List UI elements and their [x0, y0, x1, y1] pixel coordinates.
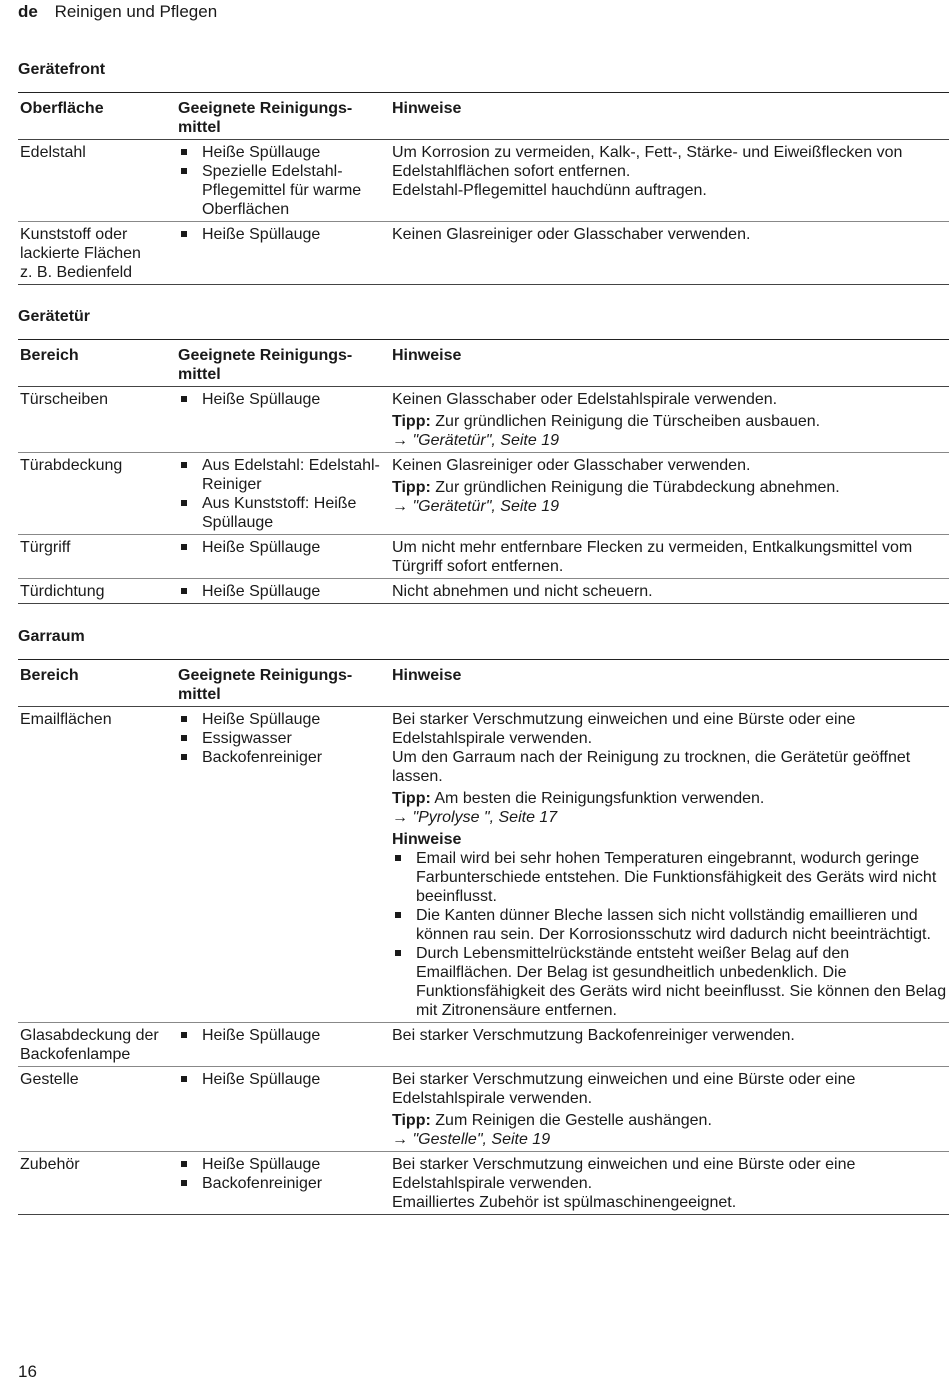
agents-list: [178, 538, 388, 557]
column-header: Hinweise: [390, 93, 949, 140]
chapter-title: Reinigen und Pflegen: [54, 2, 218, 21]
area-cell: Edelstahl: [18, 140, 176, 222]
list-item: Heiße Spüllauge: [178, 390, 388, 409]
table-row: [18, 222, 949, 285]
table-door: [18, 339, 949, 604]
column-header: Geeignete Reinigungs- mittel: [176, 340, 390, 387]
notes-cell: [390, 579, 949, 604]
agents-cell: [176, 1152, 390, 1215]
list-item: Heiße Spüllauge: [178, 1070, 388, 1089]
note-text: Um nicht mehr entfernbare Flecken zu vermeiden, Entkalkungsmittel vom Türgriff sofort entfernen.: [392, 539, 913, 575]
area-cell: Türgriff: [18, 535, 176, 579]
area-cell: Kunststoff oder lackierte Flächen z. B. Bedienfeld: [18, 222, 176, 285]
agents-cell: [176, 140, 390, 222]
note-text: Keinen Glasreiniger oder Glasschaber verwenden.: [392, 226, 751, 243]
area-cell: Türdichtung: [18, 579, 176, 604]
agents-list: [178, 582, 388, 601]
area-cell: Gestelle: [18, 1067, 176, 1152]
table-row: [18, 1067, 949, 1152]
tip: [392, 1111, 947, 1130]
note-text: Nicht abnehmen und nicht scheuern.: [392, 583, 653, 600]
agents-list: [178, 143, 388, 219]
notes-cell: [390, 140, 949, 222]
tip-label: Tipp:: [392, 790, 431, 807]
area-cell: Glasabdeckung der Backofenlampe: [18, 1023, 176, 1067]
notes-cell: [390, 387, 949, 453]
list-item: Heiße Spüllauge: [178, 538, 388, 557]
agents-list: [178, 456, 388, 532]
tip-text: Zur gründlichen Reinigung die Türabdeckung abnehmen.: [435, 479, 840, 496]
cross-reference: → "Gerätetür", Seite 19: [392, 432, 559, 449]
agents-list: [178, 390, 388, 409]
agents-cell: [176, 535, 390, 579]
column-header: Hinweise: [390, 660, 949, 707]
list-item: Heiße Spüllauge: [178, 582, 388, 601]
notes-cell: [390, 1023, 949, 1067]
table-row: [18, 579, 949, 604]
list-item: Heiße Spüllauge: [178, 1026, 388, 1045]
list-item: Aus Edelstahl: Edelstahl-Reiniger: [178, 456, 388, 494]
list-item: Heiße Spüllauge: [178, 710, 388, 729]
section-title-cavity: Garraum: [18, 628, 85, 645]
cross-reference: → "Gerätetür", Seite 19: [392, 498, 559, 515]
list-item: Backofenreiniger: [178, 1174, 388, 1193]
cross-reference: → "Pyrolyse ", Seite 17: [392, 809, 558, 826]
list-item: Spezielle Edelstahl-Pflegemittel für warme Oberflächen: [178, 162, 388, 219]
table-row: [18, 707, 949, 1023]
list-item: Heiße Spüllauge: [178, 1155, 388, 1174]
agents-cell: [176, 579, 390, 604]
notes-cell: [390, 1067, 949, 1152]
table-front: [18, 92, 949, 285]
tip: [392, 412, 947, 431]
agents-cell: [176, 387, 390, 453]
agents-list: [178, 1155, 388, 1193]
list-item: Email wird bei sehr hohen Temperaturen eingebrannt, wodurch geringe Farbunterschiede entstehen. Die Funktionsfähigkeit des Geräts wird nicht beeinflusst.: [392, 849, 947, 906]
column-header: Oberfläche: [18, 93, 176, 140]
agents-list: [178, 225, 388, 244]
column-header: Geeignete Reinigungs- mittel: [176, 660, 390, 707]
column-header: Bereich: [18, 340, 176, 387]
notes-cell: [390, 222, 949, 285]
table-row: [18, 535, 949, 579]
column-header: Geeignete Reinigungs- mittel: [176, 93, 390, 140]
list-item: Aus Kunststoff: Heiße Spüllauge: [178, 494, 388, 532]
notes-cell: [390, 535, 949, 579]
language-code: de: [18, 2, 38, 21]
note-text: Bei starker Verschmutzung einweichen und eine Bürste oder eine Edelstahlspirale verwenden.: [392, 711, 856, 747]
page-header: [18, 2, 217, 22]
area-cell: Türscheiben: [18, 387, 176, 453]
notes-cell: [390, 707, 949, 1023]
notes-heading: Hinweise: [392, 831, 462, 848]
area-cell: Türabdeckung: [18, 453, 176, 535]
list-item: Essigwasser: [178, 729, 388, 748]
tip: [392, 478, 947, 497]
table-row: [18, 140, 949, 222]
tip: [392, 789, 947, 808]
agents-cell: [176, 707, 390, 1023]
note-text: Keinen Glasreiniger oder Glasschaber verwenden.: [392, 457, 751, 474]
note-text: Um Korrosion zu vermeiden, Kalk-, Fett-, Stärke- und Eiweißflecken von Edelstahlflächen sofort entfernen.: [392, 144, 903, 180]
table-row: [18, 453, 949, 535]
list-item: Heiße Spüllauge: [178, 225, 388, 244]
notes-list: [392, 849, 947, 1020]
tip-label: Tipp:: [392, 479, 431, 496]
cross-reference: → "Gestelle", Seite 19: [392, 1131, 551, 1148]
note-text: Keinen Glasschaber oder Edelstahlspirale verwenden.: [392, 391, 778, 408]
table-row: [18, 387, 949, 453]
table-header-row: [18, 660, 949, 707]
agents-cell: [176, 453, 390, 535]
agents-cell: [176, 1023, 390, 1067]
list-item: Heiße Spüllauge: [178, 143, 388, 162]
tip-text: Am besten die Reinigungsfunktion verwenden.: [434, 790, 765, 807]
note-text: Bei starker Verschmutzung Backofenreiniger verwenden.: [392, 1027, 795, 1044]
table-row: [18, 1023, 949, 1067]
agents-cell: [176, 222, 390, 285]
table-row: [18, 1152, 949, 1215]
tip-text: Zur gründlichen Reinigung die Türscheiben ausbauen.: [435, 413, 821, 430]
tip-label: Tipp:: [392, 1112, 431, 1129]
column-header: Bereich: [18, 660, 176, 707]
notes-cell: [390, 453, 949, 535]
area-cell: Emailflächen: [18, 707, 176, 1023]
table-header-row: [18, 340, 949, 387]
list-item: Die Kanten dünner Bleche lassen sich nicht vollständig emaillieren und können rau sein. Der Korrosionsschutz wird dadurch nicht beeinträchtigt.: [392, 906, 947, 944]
tip-text: Zum Reinigen die Gestelle aushängen.: [435, 1112, 712, 1129]
note-text: Emailliertes Zubehör ist spülmaschinengeeignet.: [392, 1194, 737, 1211]
note-text: Um den Garraum nach der Reinigung zu trocknen, die Gerätetür geöffnet lassen.: [392, 749, 911, 785]
column-header: Hinweise: [390, 340, 949, 387]
agents-list: [178, 1070, 388, 1089]
agents-cell: [176, 1067, 390, 1152]
agents-list: [178, 1026, 388, 1045]
tip-label: Tipp:: [392, 413, 431, 430]
note-text: Edelstahl-Pflegemittel hauchdünn auftragen.: [392, 182, 707, 199]
section-title-door: Gerätetür: [18, 308, 91, 325]
table-cavity: [18, 659, 949, 1215]
area-cell: Zubehör: [18, 1152, 176, 1215]
note-text: Bei starker Verschmutzung einweichen und eine Bürste oder eine Edelstahlspirale verwenden.: [392, 1071, 856, 1107]
list-item: Backofenreiniger: [178, 748, 388, 767]
agents-list: [178, 710, 388, 767]
table-header-row: [18, 93, 949, 140]
list-item: Durch Lebensmittelrückstände entsteht weißer Belag auf den Emailflächen. Der Belag ist gesundheitlich unbedenklich. Die Funktionsfähigkeit des Geräts wird nicht beeinflusst. Sie können den Belag mit Zitronensäure entfernen.: [392, 944, 947, 1020]
section-title-front: Gerätefront: [18, 61, 106, 78]
page-number: 16: [18, 1362, 37, 1381]
note-text: Bei starker Verschmutzung einweichen und eine Bürste oder eine Edelstahlspirale verwenden.: [392, 1156, 856, 1192]
notes-cell: [390, 1152, 949, 1215]
